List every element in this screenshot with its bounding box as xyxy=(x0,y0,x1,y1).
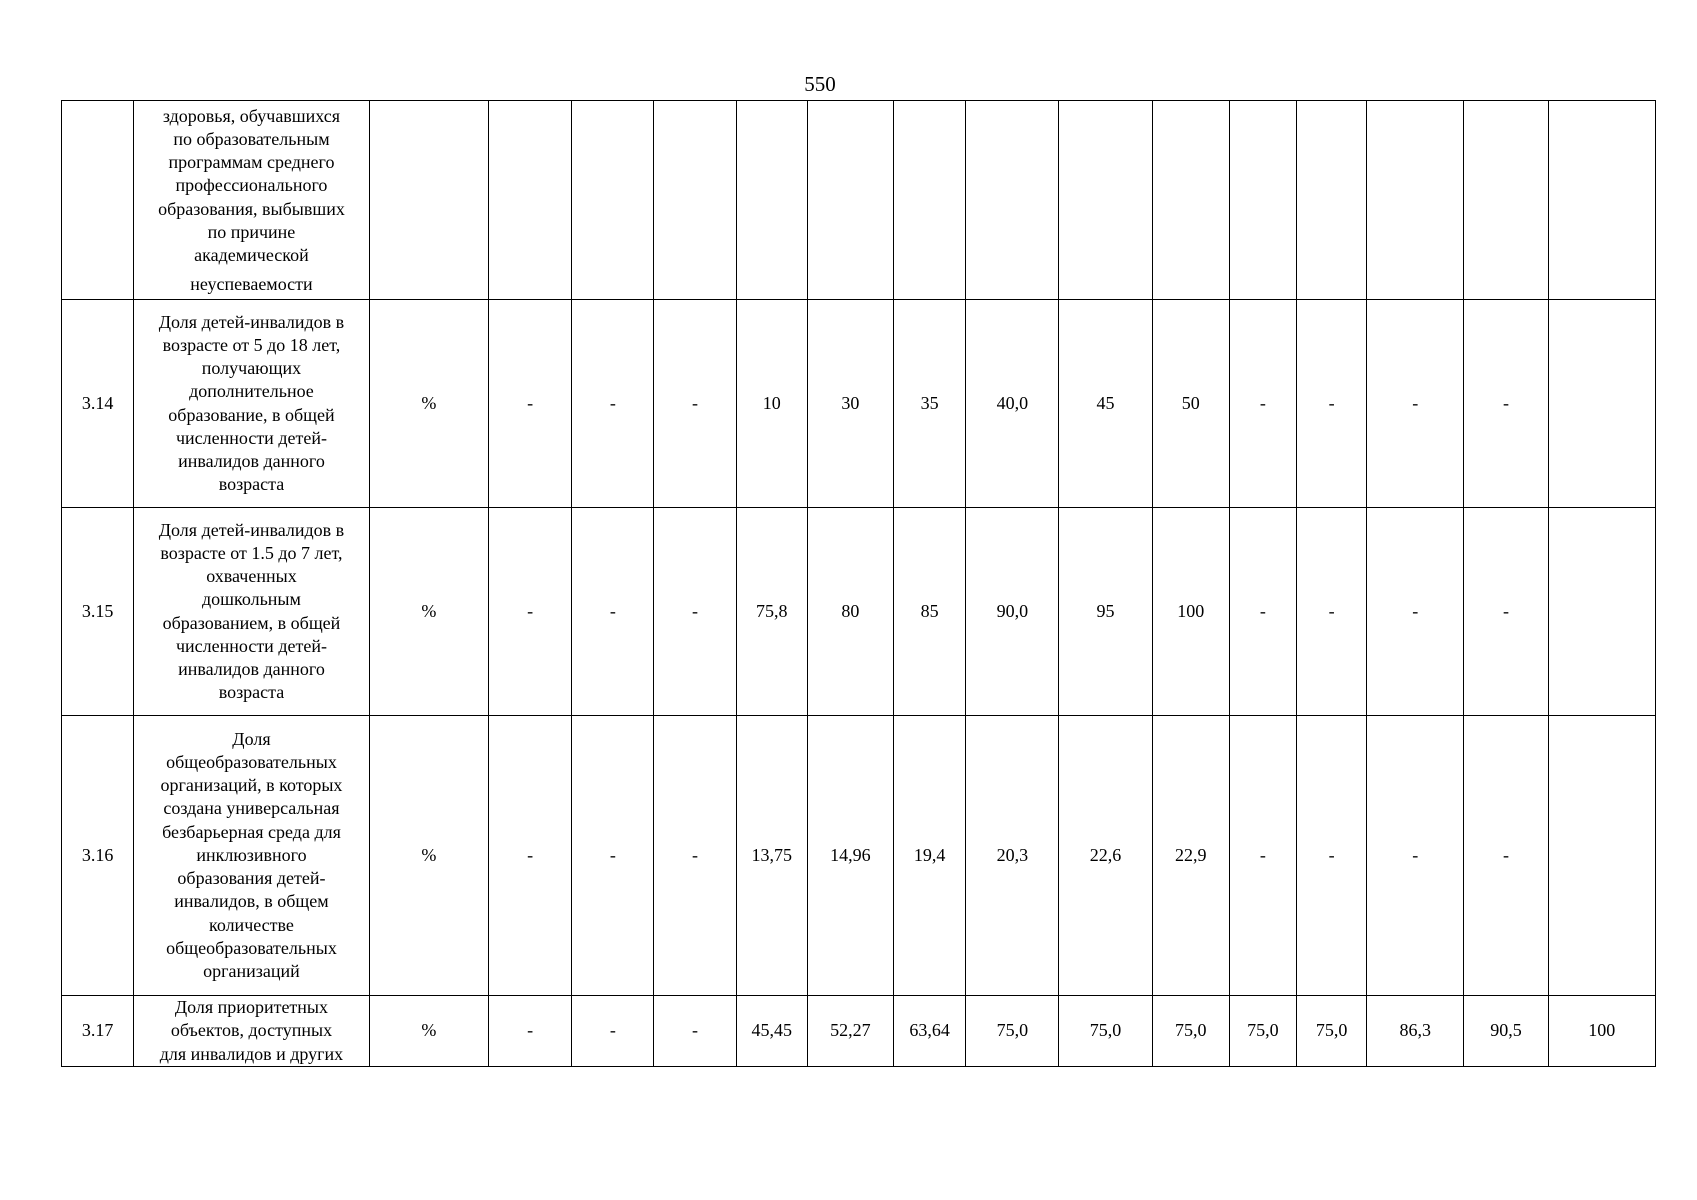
value-cell: 22,9 xyxy=(1152,716,1229,996)
value-cell: 90,5 xyxy=(1464,996,1548,1067)
value-cell: - xyxy=(1229,508,1296,716)
value-cell: 100 xyxy=(1152,508,1229,716)
value-cell xyxy=(1296,101,1366,300)
row-number xyxy=(62,101,134,300)
value-cell: 63,64 xyxy=(894,996,966,1067)
value-cell: 100 xyxy=(1548,996,1655,1067)
description-line: общеобразовательных xyxy=(166,752,337,773)
description-line: неуспеваемости xyxy=(190,274,313,295)
description-line: возрасте от 5 до 18 лет, xyxy=(162,334,341,355)
value-cell xyxy=(807,101,893,300)
value-cell: 95 xyxy=(1059,508,1152,716)
description-line: общеобразовательных xyxy=(166,937,337,958)
description-line: организаций, в которых xyxy=(160,775,343,796)
value-cell: - xyxy=(1464,508,1548,716)
description-line: дополнительное xyxy=(189,381,314,402)
value-cell: - xyxy=(654,716,736,996)
description-line: численности детей- xyxy=(175,427,327,448)
value-cell xyxy=(966,101,1059,300)
description-line: образования, выбывших xyxy=(158,198,345,219)
value-cell: 75,0 xyxy=(1229,996,1296,1067)
indicator-description xyxy=(134,508,370,716)
description-line: безбарьерная среда для xyxy=(162,821,341,842)
value-cell: - xyxy=(572,996,654,1067)
value-cell: - xyxy=(489,508,572,716)
value-cell: - xyxy=(1296,508,1366,716)
unit-cell: % xyxy=(369,300,488,508)
value-cell: 14,96 xyxy=(807,716,893,996)
value-cell: - xyxy=(1296,300,1366,508)
value-cell: 35 xyxy=(894,300,966,508)
value-cell: - xyxy=(489,716,572,996)
value-cell: 20,3 xyxy=(966,716,1059,996)
description-line: Доля xyxy=(232,728,271,749)
value-cell xyxy=(1464,101,1548,300)
unit-cell: % xyxy=(369,716,488,996)
description-line: дошкольным xyxy=(202,589,301,610)
description-line: охваченных xyxy=(206,566,297,587)
description-line: образованием, в общей xyxy=(162,612,341,633)
value-cell: - xyxy=(1229,300,1296,508)
indicator-description xyxy=(134,716,370,996)
description-line: академической xyxy=(194,244,309,265)
value-cell: 75,0 xyxy=(1059,996,1152,1067)
unit-cell: % xyxy=(369,508,488,716)
value-cell: - xyxy=(654,300,736,508)
value-cell: - xyxy=(489,996,572,1067)
row-number: 3.14 xyxy=(62,300,134,508)
value-cell xyxy=(1367,101,1464,300)
value-cell: - xyxy=(489,300,572,508)
value-cell: 19,4 xyxy=(894,716,966,996)
value-cell: 45 xyxy=(1059,300,1152,508)
value-cell: - xyxy=(572,508,654,716)
value-cell: 30 xyxy=(807,300,893,508)
value-cell: 80 xyxy=(807,508,893,716)
value-cell: - xyxy=(1367,300,1464,508)
description-line: инвалидов, в общем xyxy=(174,891,329,912)
value-cell: 52,27 xyxy=(807,996,893,1067)
description-line: Доля приоритетных xyxy=(174,997,329,1018)
value-cell xyxy=(894,101,966,300)
value-cell: 75,8 xyxy=(736,508,807,716)
value-cell xyxy=(654,101,736,300)
value-cell: 75,0 xyxy=(966,996,1059,1067)
description-line: возраста xyxy=(218,474,285,495)
page-number: 550 xyxy=(804,72,836,96)
description-line: для инвалидов и других xyxy=(159,1043,344,1064)
value-cell: 50 xyxy=(1152,300,1229,508)
table-row xyxy=(62,508,1656,716)
table-row xyxy=(62,300,1656,508)
value-cell: 13,75 xyxy=(736,716,807,996)
unit-cell: % xyxy=(369,996,488,1067)
description-line: получающих xyxy=(201,358,302,379)
description-line: профессионального xyxy=(175,175,328,196)
description-line: образования детей- xyxy=(177,868,326,889)
description-line: по причине xyxy=(207,221,296,242)
description-line: организаций xyxy=(203,960,300,981)
value-cell xyxy=(1152,101,1229,300)
value-cell: - xyxy=(1464,716,1548,996)
description-line: инвалидов данного xyxy=(178,450,325,471)
row-number: 3.16 xyxy=(62,716,134,996)
indicator-description xyxy=(134,300,370,508)
description-line: по образовательным xyxy=(173,128,330,149)
row-number: 3.17 xyxy=(62,996,134,1067)
value-cell: - xyxy=(1367,716,1464,996)
indicators-table xyxy=(61,100,1656,1067)
value-cell: 10 xyxy=(736,300,807,508)
value-cell: 86,3 xyxy=(1367,996,1464,1067)
value-cell xyxy=(572,101,654,300)
value-cell: - xyxy=(1296,716,1366,996)
value-cell: 45,45 xyxy=(736,996,807,1067)
value-cell xyxy=(1548,300,1655,508)
value-cell xyxy=(489,101,572,300)
value-cell: 22,6 xyxy=(1059,716,1152,996)
value-cell xyxy=(1059,101,1152,300)
value-cell: - xyxy=(572,716,654,996)
table-row xyxy=(62,101,1656,300)
value-cell: 90,0 xyxy=(966,508,1059,716)
table-row xyxy=(62,996,1656,1067)
value-cell: - xyxy=(1229,716,1296,996)
description-line: инвалидов данного xyxy=(178,658,325,679)
value-cell: - xyxy=(654,996,736,1067)
description-line: Доля детей-инвалидов в xyxy=(158,519,345,540)
value-cell: 75,0 xyxy=(1152,996,1229,1067)
indicator-description xyxy=(134,996,370,1067)
value-cell: - xyxy=(572,300,654,508)
value-cell: - xyxy=(1464,300,1548,508)
description-line: объектов, доступных xyxy=(170,1020,333,1041)
value-cell xyxy=(736,101,807,300)
value-cell xyxy=(1548,508,1655,716)
value-cell xyxy=(1229,101,1296,300)
value-cell xyxy=(1548,101,1655,300)
description-line: инклюзивного xyxy=(196,844,307,865)
value-cell xyxy=(1548,716,1655,996)
description-line: создана универсальная xyxy=(163,798,340,819)
unit-cell xyxy=(369,101,488,300)
value-cell: 85 xyxy=(894,508,966,716)
description-line: количестве xyxy=(208,914,294,935)
value-cell: 40,0 xyxy=(966,300,1059,508)
description-line: здоровья, обучавшихся xyxy=(162,105,341,126)
description-line: Доля детей-инвалидов в xyxy=(158,311,345,332)
description-line: возрасте от 1.5 до 7 лет, xyxy=(160,542,343,563)
table-row xyxy=(62,716,1656,996)
indicator-description xyxy=(134,101,370,300)
description-line: возраста xyxy=(218,682,285,703)
description-line: программам среднего xyxy=(168,152,335,173)
value-cell: - xyxy=(654,508,736,716)
value-cell: 75,0 xyxy=(1296,996,1366,1067)
value-cell: - xyxy=(1367,508,1464,716)
description-line: численности детей- xyxy=(175,635,327,656)
description-line: образование, в общей xyxy=(168,404,335,425)
row-number: 3.15 xyxy=(62,508,134,716)
